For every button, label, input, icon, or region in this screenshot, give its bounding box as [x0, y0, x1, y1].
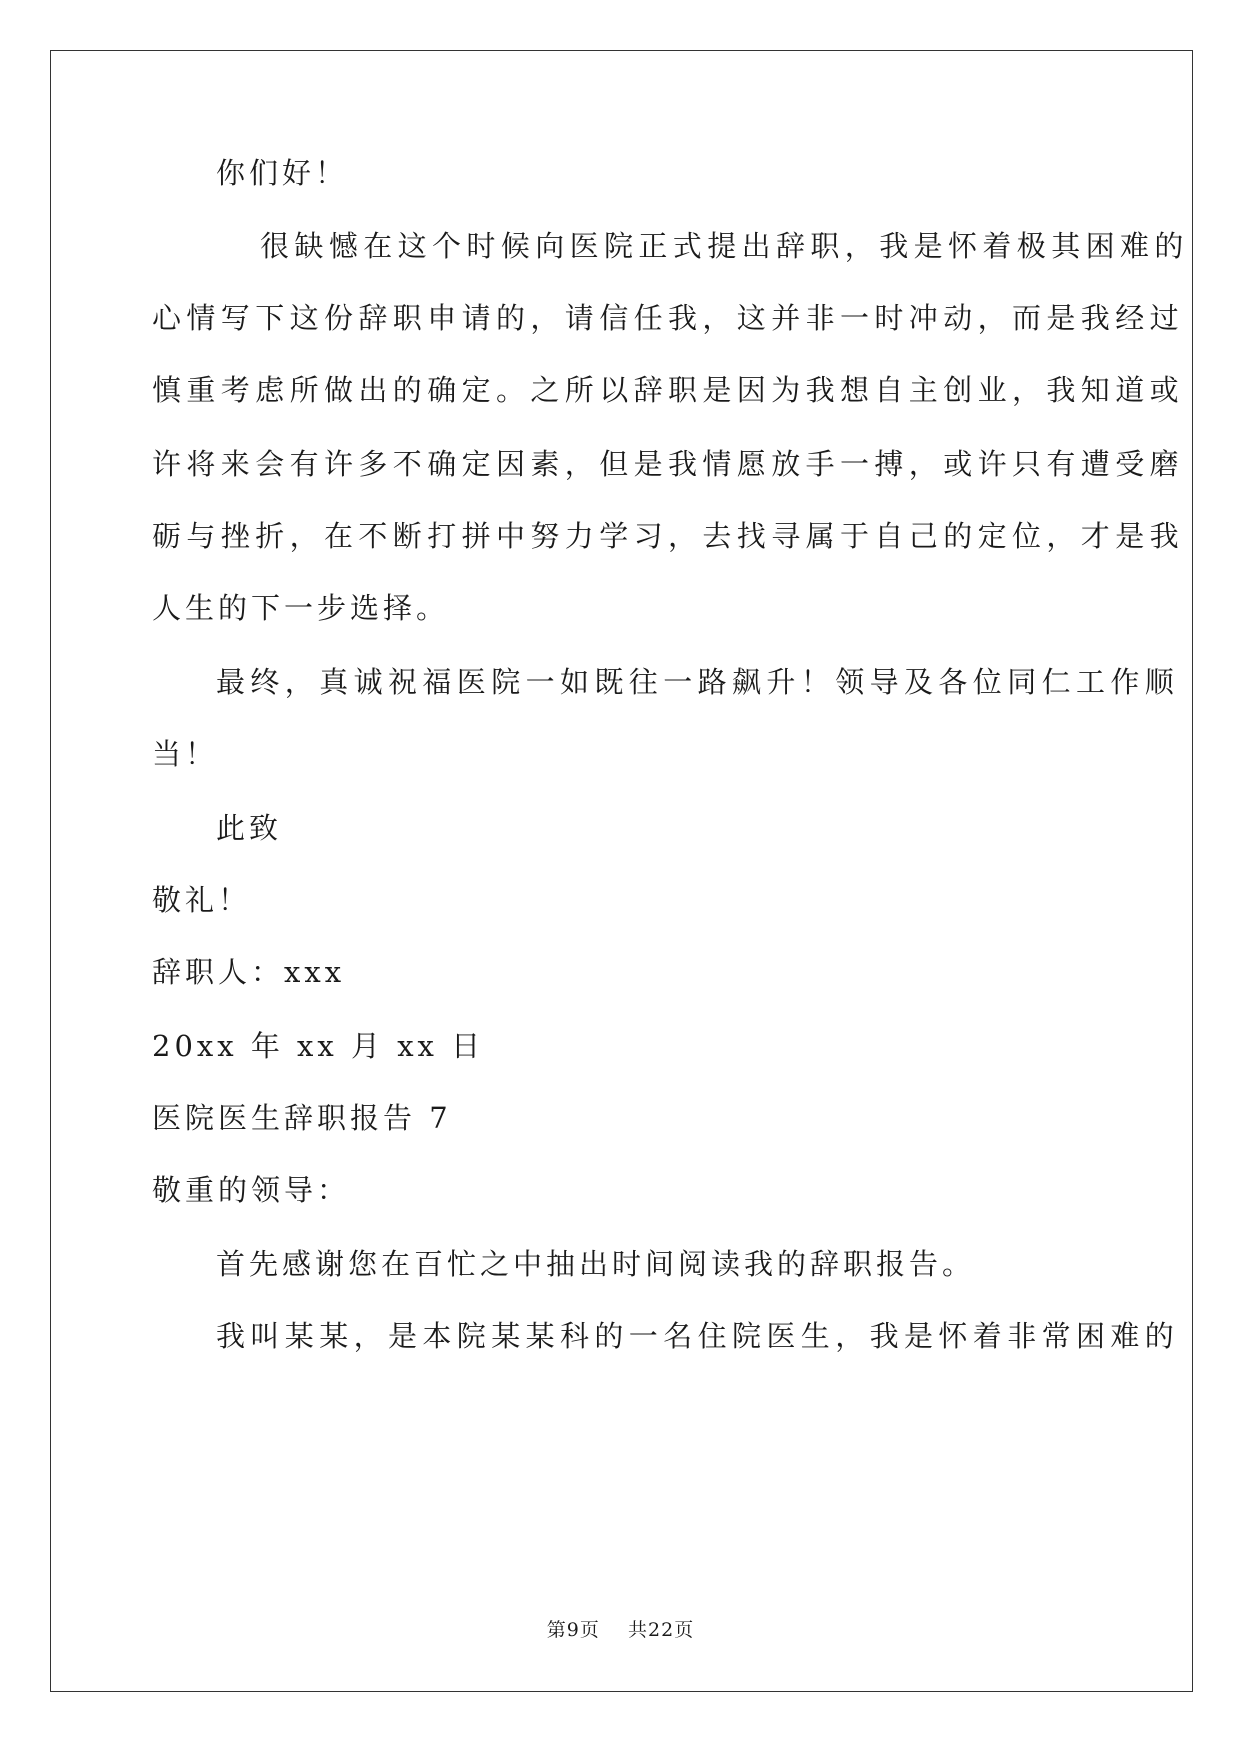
signature-line: 辞职人：xxx	[152, 955, 346, 989]
addressee-line: 敬重的领导：	[152, 1173, 351, 1207]
body-line: 心情写下这份辞职申请的，请信任我，这并非一时冲动，而是我经过	[152, 301, 1185, 335]
page-prefix: 第	[546, 1619, 567, 1641]
closing-line: 此致	[216, 811, 283, 845]
greeting-line: 你们好！	[216, 156, 349, 190]
salutation-line: 敬礼！	[152, 883, 252, 917]
body-line: 最终，真诚祝福医院一如既往一路飙升！领导及各位同仁工作顺	[216, 665, 1180, 699]
total-suffix: 页	[674, 1619, 695, 1641]
date-line: 20xx 年 xx 月 xx 日	[152, 1029, 485, 1063]
body-line: 许将来会有许多不确定因素，但是我情愿放手一搏，或许只有遭受磨	[152, 447, 1185, 481]
body-line: 很缺憾在这个时候向医院正式提出辞职，我是怀着极其困难的	[260, 229, 1189, 263]
body-line: 我叫某某，是本院某某科的一名住院医生，我是怀着非常困难的	[216, 1319, 1180, 1353]
page-number: 9	[566, 1619, 580, 1641]
page-footer	[0, 1618, 1241, 1642]
body-line: 当！	[152, 737, 219, 771]
page-border	[50, 50, 1193, 1692]
total-pages: 22	[648, 1619, 675, 1641]
body-line: 人生的下一步选择。	[152, 591, 450, 625]
section-heading: 医院医生辞职报告 7	[152, 1101, 452, 1135]
body-line: 砺与挫折，在不断打拼中努力学习，去找寻属于自己的定位，才是我	[152, 519, 1185, 553]
body-line: 首先感谢您在百忙之中抽出时间阅读我的辞职报告。	[216, 1247, 976, 1281]
body-line: 慎重考虑所做出的确定。之所以辞职是因为我想自主创业，我知道或	[152, 373, 1185, 407]
total-prefix: 共	[628, 1619, 649, 1641]
page-suffix: 页	[579, 1619, 600, 1641]
